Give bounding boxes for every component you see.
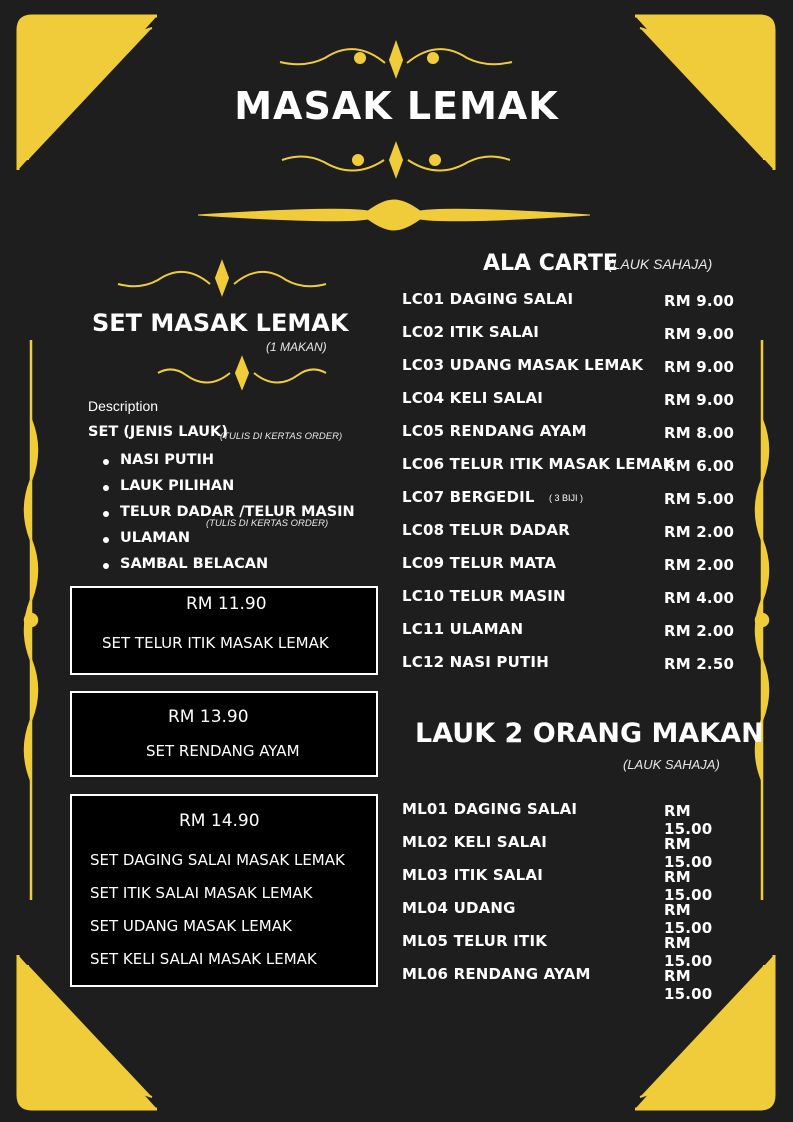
- item-price: RM 8.00: [664, 424, 735, 442]
- item-name: ML03 ITIK SALAI: [402, 866, 543, 884]
- item-name: ML01 DAGING SALAI: [402, 800, 578, 818]
- item-price: RM 5.00: [664, 490, 735, 508]
- list-item: ULAMAN: [88, 530, 378, 556]
- bullet-list: [88, 452, 378, 582]
- set-box-item: SET RENDANG AYAM: [146, 742, 300, 760]
- item-price: RM 15.00: [664, 934, 713, 970]
- set-box-item: SET TELUR ITIK MASAK LEMAK: [102, 634, 329, 652]
- ala-carte-heading: ALA CARTE: [483, 251, 618, 276]
- item-name: ML02 KELI SALAI: [402, 833, 547, 851]
- list-item: [402, 455, 742, 477]
- item-name: LC08 TELUR DADAR: [402, 521, 570, 539]
- set-heading: SET MASAK LEMAK: [92, 309, 349, 337]
- set-subheading: (1 MAKAN): [266, 340, 327, 354]
- list-item: [402, 422, 742, 444]
- ala-carte-subheading: (LAUK SAHAJA): [608, 256, 713, 272]
- bergedil-note: ( 3 BIJI ): [549, 493, 584, 503]
- item-name: LC07 BERGEDIL: [402, 488, 535, 506]
- item-name: ML05 TELUR ITIK: [402, 932, 548, 950]
- lauk2-heading: LAUK 2 ORANG MAKAN: [415, 718, 764, 749]
- page-title: MASAK LEMAK: [234, 84, 559, 128]
- list-item: [402, 653, 742, 675]
- set-box-item: SET DAGING SALAI MASAK LEMAK: [90, 851, 345, 869]
- list-item: [402, 389, 742, 411]
- item-price: RM 2.00: [664, 556, 735, 574]
- list-item: SAMBAL BELACAN: [88, 556, 378, 582]
- list-item: TELUR DADAR /TELUR MASIN: [88, 504, 378, 530]
- set-box: [70, 691, 378, 777]
- list-item: [402, 965, 742, 1003]
- list-item: [402, 833, 742, 871]
- set-box-price: RM 13.90: [168, 707, 249, 727]
- set-note: (TULIS DI KERTAS ORDER): [220, 431, 343, 442]
- set-box-item: SET UDANG MASAK LEMAK: [90, 917, 292, 935]
- side-border-ornament-icon: [749, 340, 775, 900]
- description-label: Description: [88, 398, 159, 414]
- item-price: RM 9.00: [664, 391, 735, 409]
- scroll-ornament-icon: [156, 354, 328, 392]
- item-price: RM 6.00: [664, 457, 735, 475]
- list-item: [402, 323, 742, 345]
- item-name: LC06 TELUR ITIK MASAK LEMAK: [402, 455, 675, 473]
- list-item: NASI PUTIH: [88, 452, 378, 478]
- list-item: LAUK PILIHAN: [88, 478, 378, 504]
- set-box-price: RM 11.90: [186, 594, 267, 614]
- list-item: [402, 521, 742, 543]
- list-item: [402, 866, 742, 904]
- item-price: RM 15.00: [664, 835, 713, 871]
- item-price: RM 4.00: [664, 589, 735, 607]
- list-item: [402, 932, 742, 970]
- set-label: SET (JENIS LAUK): [88, 424, 228, 440]
- list-item: [402, 554, 742, 576]
- item-price: RM 2.00: [664, 523, 735, 541]
- item-name: ML06 RENDANG AYAM: [402, 965, 591, 983]
- set-box-item: SET ITIK SALAI MASAK LEMAK: [90, 884, 313, 902]
- set-box: [70, 586, 378, 675]
- item-name: LC05 RENDANG AYAM: [402, 422, 587, 440]
- list-item: [402, 290, 742, 312]
- scroll-ornament-icon: [275, 38, 518, 80]
- scroll-ornament-icon: [278, 140, 515, 180]
- item-name: LC03 UDANG MASAK LEMAK: [402, 356, 644, 374]
- item-price: RM 9.00: [664, 358, 735, 376]
- item-name: LC10 TELUR MASIN: [402, 587, 566, 605]
- set-box: [70, 794, 378, 987]
- divider-ornament-icon: [198, 196, 590, 234]
- lauk2-subheading: (LAUK SAHAJA): [623, 757, 720, 772]
- set-box-item: SET KELI SALAI MASAK LEMAK: [90, 950, 317, 968]
- item-name: LC09 TELUR MATA: [402, 554, 557, 572]
- side-border-ornament-icon: [18, 340, 44, 900]
- item-price: RM 15.00: [664, 901, 713, 937]
- item-name: LC04 KELI SALAI: [402, 389, 544, 407]
- item-price: RM 2.50: [664, 655, 735, 673]
- item-price: RM 9.00: [664, 325, 735, 343]
- item-name: LC02 ITIK SALAI: [402, 323, 540, 341]
- item-price: RM 15.00: [664, 967, 713, 1003]
- list-item: [402, 587, 742, 609]
- scroll-ornament-icon: [116, 258, 328, 298]
- item-price: RM 9.00: [664, 292, 735, 310]
- list-item: [402, 800, 742, 838]
- list-item: [402, 620, 742, 642]
- item-price: RM 2.00: [664, 622, 735, 640]
- list-item: [402, 899, 742, 937]
- list-item: [402, 356, 742, 378]
- item-price: RM 15.00: [664, 802, 713, 838]
- item-name: ML04 UDANG: [402, 899, 516, 917]
- item-price: RM 15.00: [664, 868, 713, 904]
- set-box-price: RM 14.90: [179, 811, 260, 831]
- item-name: LC12 NASI PUTIH: [402, 653, 549, 671]
- item-name: LC11 ULAMAN: [402, 620, 524, 638]
- bullet-note: (TULIS DI KERTAS ORDER): [206, 518, 329, 529]
- item-name: LC01 DAGING SALAI: [402, 290, 574, 308]
